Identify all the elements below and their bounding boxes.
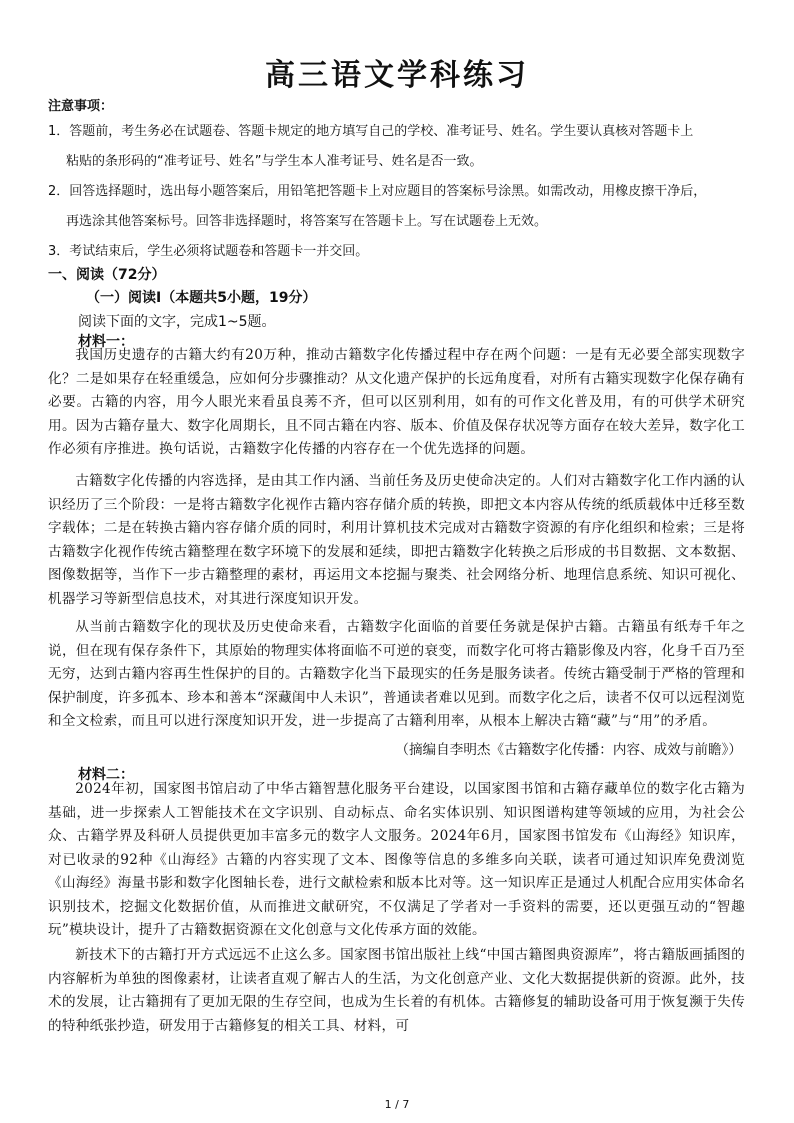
material-1-citation: （摘编自李明杰《古籍数字化传播：内容、成效与前瞻》）	[395, 742, 742, 758]
subsection-heading: （一）阅读Ⅰ（本题共5小题，19分）	[86, 290, 317, 306]
notice-item-1-line1: 1．答题前，考生务必在试题卷、答题卡规定的地方填写自己的学校、准考证号、姓名。学生要认真核对答题卡上	[48, 124, 694, 139]
page-number: 1 / 7	[384, 1098, 410, 1111]
material-1-heading: 材料一：	[78, 334, 134, 350]
notice-heading: 注意事项：	[48, 99, 114, 114]
material-2-paragraph-1: 2024年初，国家图书馆启动了中华古籍智慧化服务平台建设，以国家图书馆和古籍存藏单位的数字化古籍为基础，进一步探索人工智能技术在文字识别、自动标点、命名实体识别、知识图谱构建等领域的应用，为社会公众、古籍学界及科研人员提供更加丰富多元的数字人文服务。2024年6月，国家图书馆发布《山海经》知识库，对已收录的92种《山海经》古籍的内容实现了文本、图像等信息的多维多向关联，读者可通过知识库免费浏览《山海经》海量书影和数字化图轴长卷，进行文献检索和版本比对等。这一知识库正是通过人机配合应用实体命名识别技术，挖掘文化数据价值，从而推进文献研究，不仅满足了学者对一手资料的需要，还以更强互动的“智趣玩”模块设计，提升了古籍数据资源在文化创意与文化传承方面的效能。	[48, 781, 745, 938]
notice-item-2-line2: 再选涂其他答案标号。回答非选择题时，将答案写在答题卡上。写在试题卷上无效。	[66, 214, 548, 229]
material-2-heading: 材料二：	[78, 767, 134, 783]
notice-item-1	[48, 117, 758, 177]
notice-item-3-line1: 3．考试结束后，学生必须将试题卷和答题卡一并交回。	[48, 244, 369, 259]
material-2-paragraph-2: 新技术下的古籍打开方式远远不止这么多。国家图书馆出版社上线“中国古籍图典资源库”，将古籍版画插图的内容解析为单独的图像素材，让读者直观了解古人的生活，为文化创意产业、文化大数据提供新的资源。此外，技术的发展，让古籍拥有了更加无限的生存空间，也成为生长着的有机体。古籍修复的辅助设备可用于恢复濒于失传的特种纸张抄造，研发用于古籍修复的相关工具、材料，可	[48, 947, 745, 1034]
notice-item-1-line2: 粘贴的条形码的“准考证号、姓名”与学生本人准考证号、姓名是否一致。	[66, 154, 483, 169]
instruction-text: 阅读下面的文字，完成1~5题。	[78, 314, 276, 330]
notice-item-2-line1: 2．回答选择题时，选出每小题答案后，用铅笔把答题卡上对应题目的答案标号涂黑。如需改动，用橡皮擦干净后，	[48, 184, 707, 199]
notice-item-3	[48, 237, 758, 267]
section-heading: 一、阅读（72分）	[48, 267, 166, 283]
material-1-paragraph-2: 古籍数字化传播的内容选择，是由其工作内涵、当前任务及历史使命决定的。人们对古籍数字化工作内涵的认识经历了三个阶段：一是将古籍数字化视作古籍内容存储介质的转换，即把文本内容从传统的纸质载体中迁移至数字载体；二是在转换古籍内容存储介质的同时，利用计算机技术完成对古籍数字资源的有序化组织和检索；三是将古籍数字化视作传统古籍整理在数字环境下的发展和延续，即把古籍数字化转换之后形成的书目数据、文本数据、图像数据等，当作下一步古籍整理的素材，再运用文本挖掘与聚类、社会网络分析、地理信息系统、知识可视化、机器学习等新型信息技术，对其进行深度知识开发。	[48, 473, 745, 607]
notice-item-2	[48, 177, 758, 237]
page-title: 高三语文学科练习	[265, 58, 529, 93]
material-1-paragraph-1: 我国历史遗存的古籍大约有20万种，推动古籍数字化传播过程中存在两个问题：一是有无必要全部实现数字化？二是如果存在轻重缓急，应如何分步骤推动？从文化遗产保护的长远角度看，对所有古籍实现数字化保存确有必要。古籍的内容，用今人眼光来看虽良莠不齐，但可以区别利用，如有的可作文化普及用，有的可供学术研究用。因为古籍存量大、数字化周期长，且不同古籍在内容、版本、价值及保存状况等方面存在较大差异，数字化工作必须有序推进。换句话说，古籍数字化传播的内容存在一个优先选择的问题。	[48, 347, 745, 457]
material-1-paragraph-3: 从当前古籍数字化的现状及历史使命来看，古籍数字化面临的首要任务就是保护古籍。古籍虽有纸寿千年之说，但在现有保存条件下，其原始的物理实体将面临不可逆的衰变，而数字化可将古籍影像及内容，化身千百乃至无穷，达到古籍内容再生性保护的目的。古籍数字化当下最现实的任务是服务读者。传统古籍受制于严格的管理和保护制度，许多孤本、珍本和善本“深藏闺中人未识”，普通读者难以见到。而数字化之后，读者不仅可以远程浏览和全文检索，而且可以进行深度知识开发，进一步提高了古籍利用率，从根本上解决古籍“藏”与“用”的矛盾。	[48, 619, 745, 729]
